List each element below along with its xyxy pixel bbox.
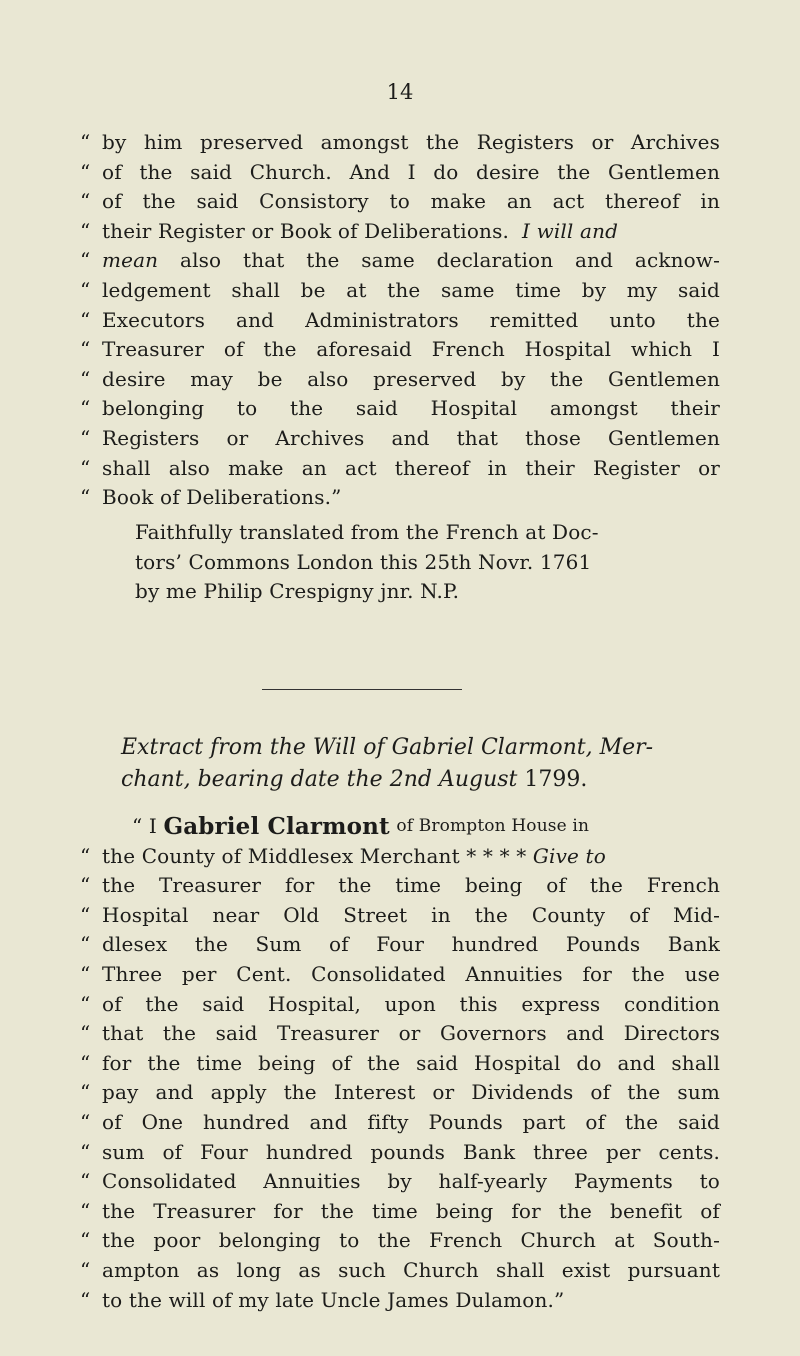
text-line: “ ledgement shall be at the same time by my said (80, 277, 720, 302)
text-line: “ Book of Deliberations.” (80, 485, 342, 510)
text-line: “ shall also make an act thereof in their Register or (80, 455, 720, 480)
heading-line-1: Extract from the Will of Gabriel Clarmont, Mer- (121, 735, 654, 760)
text-line: “ desire may be also preserved by the Gentlemen (80, 366, 720, 391)
text-line: “ Hospital near Old Street in the County of Mid- (80, 902, 720, 927)
text-line: “ pay and apply the Interest or Dividends of the sum (80, 1080, 720, 1105)
italic-phrase: I will and (522, 218, 619, 243)
translation-note (135, 518, 720, 607)
heading-line-2: chant, bearing date the 2nd August 1799. (121, 767, 588, 792)
text-line: tors’ Commons London this 25th Novr. 1761 (135, 549, 592, 574)
text-line: “ Three per Cent. Consolidated Annuities for the use (80, 961, 720, 986)
text-line: “ their Register or Book of Deliberations. I will and (80, 217, 720, 247)
text-line: “ of the said Church. And I do desire the Gentlemen (80, 159, 720, 184)
page-number: 14 (386, 80, 414, 104)
text-line: “ the Treasurer for the time being for the benefit of (80, 1198, 720, 1223)
text-line: “ Treasurer of the aforesaid French Hospital which I (80, 337, 720, 362)
text-line: “ for the time being of the said Hospital do and shall (80, 1050, 720, 1075)
text-line: “ the poor belonging to the French Church at South- (80, 1228, 720, 1253)
text-line: “ that the said Treasurer or Governors and Directors (80, 1021, 720, 1046)
text-line: “ by him preserved amongst the Registers or Archives (80, 130, 720, 154)
text-line: “ Consolidated Annuities by half-yearly Payments to (80, 1169, 720, 1194)
will-extract-paragraph (80, 812, 720, 1315)
text-line: “ the Treasurer for the time being of the French (80, 873, 720, 898)
text-line: “ dlesex the Sum of Four hundred Pounds Bank (80, 932, 720, 957)
text-line: “ Registers or Archives and that those Gentlemen (80, 425, 720, 450)
text-line: “ to the will of my late Uncle James Dulamon.” (80, 1287, 565, 1312)
italic-phrase: Give to (532, 843, 606, 868)
text-line: “ the County of Middlesex Merchant * * * * Give to (80, 842, 720, 872)
text-line: Faithfully translated from the French at Doc- (135, 520, 599, 544)
italic-phrase: mean (102, 248, 159, 273)
section-divider (262, 689, 462, 690)
extract-heading (121, 732, 721, 796)
text-line: “ mean also that the same declaration and acknow- (80, 248, 720, 273)
text-line: “ I Gabriel Clarmont of Brompton House in (132, 813, 590, 840)
text-line: “ of the said Consistory to make an act thereof in (80, 189, 720, 214)
blackletter-name: Gabriel Clarmont (163, 813, 390, 840)
text-line: “ belonging to the said Hospital amongst their (80, 396, 720, 421)
text-line: by me Philip Crespigny jnr. N.P. (135, 579, 460, 604)
text-line: “ sum of Four hundred pounds Bank three per cents. (80, 1139, 720, 1164)
text-line: “ Executors and Administrators remitted unto the (80, 307, 720, 332)
text-line: “ of the said Hospital, upon this express condition (80, 991, 720, 1016)
continuation-paragraph (80, 128, 720, 513)
text-line: “ ampton as long as such Church shall exist pursuant (80, 1257, 720, 1282)
text-line: “ of One hundred and fifty Pounds part of the said (80, 1109, 720, 1134)
